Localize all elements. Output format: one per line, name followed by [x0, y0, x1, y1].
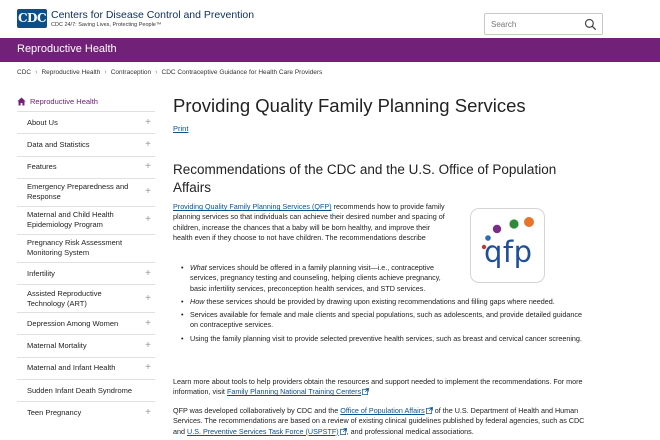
section-title-link[interactable]: Reproductive Health — [17, 43, 117, 55]
list-item — [181, 263, 443, 294]
sidebar-item-mch-epidemiology[interactable] — [17, 206, 155, 234]
chevron-right-icon: › — [35, 69, 38, 76]
development-text-b: of the U.S. Department of Health and Human Services. The recommendations are based on a review of existing clinical guidelines published by federal agencies, such as CDC and — [173, 406, 585, 436]
sidebar-item-label: Features — [27, 162, 57, 172]
sidebar-item-label: Sudden Infant Death Syndrome — [27, 385, 133, 395]
org-name[interactable]: Centers for Disease Control and Prevention — [51, 9, 255, 21]
expand-plus-icon[interactable]: + — [145, 186, 151, 198]
qfp-link[interactable]: Providing Quality Family Planning Services (QFP) — [173, 202, 332, 211]
main-content — [173, 95, 593, 436]
chevron-right-icon: › — [104, 69, 107, 76]
expand-plus-icon[interactable]: + — [145, 138, 151, 150]
sidebar-item-label: Infertility — [27, 268, 55, 278]
sidebar-item-label: Assisted Reproductive Technology (ART) — [27, 288, 102, 308]
list-item — [181, 334, 591, 344]
sidebar-item-label: Data and Statistics — [27, 139, 90, 149]
development-paragraph — [173, 406, 593, 437]
site-header — [0, 0, 660, 38]
external-link-icon — [426, 407, 433, 414]
list-item-emphasis: What — [190, 263, 207, 272]
training-paragraph — [173, 377, 593, 398]
external-link-icon — [340, 428, 347, 435]
sidebar-home[interactable] — [17, 91, 155, 111]
expand-plus-icon[interactable]: + — [145, 317, 151, 329]
expand-plus-icon[interactable]: + — [145, 407, 151, 419]
breadcrumb-item[interactable]: Reproductive Health — [41, 69, 101, 76]
expand-plus-icon[interactable]: + — [145, 214, 151, 226]
uspstf-link[interactable]: U.S. Preventive Services Task Force (USPSTF) — [187, 426, 339, 436]
training-centers-link[interactable]: Family Planning National Training Centers — [226, 387, 362, 397]
expand-plus-icon[interactable]: + — [145, 267, 151, 279]
sidebar-item-data-statistics[interactable] — [17, 133, 155, 155]
list-item-text: services should be offered in a family planning visit—i.e., contraceptive services, pregnancy testing and counseling, helping clients achieve pregnancy, basic infertility services, preconception health services, and STD services. — [190, 263, 441, 293]
sidebar-item-label: Maternal and Child Health Epidemiology Program — [27, 210, 114, 230]
sidebar-item-emergency-preparedness[interactable] — [17, 178, 155, 206]
sidebar-item-label: Maternal and Infant Health — [27, 363, 116, 373]
section-band — [0, 38, 660, 62]
development-text-a: QFP was developed collaboratively by CDC and the — [173, 406, 341, 415]
sidebar-item-label: Pregnancy Risk Assessment Monitoring System — [27, 238, 123, 258]
expand-plus-icon[interactable]: + — [145, 161, 151, 173]
qfp-logo-text: qfp — [484, 235, 533, 269]
list-item-text: these services should be provided by drawing upon existing recommendations and filling gaps where needed. — [204, 296, 555, 306]
chevron-right-icon: › — [155, 69, 158, 76]
external-link-icon — [362, 388, 369, 395]
breadcrumb-item[interactable]: Contraception — [110, 69, 152, 76]
intro-text: recommends how to provide family planning services so that individuals can achieve their desired number and spacing of children, increase the chances that a baby will be born healthy, and improve their health even if they choose to not have children. The recommendations describe — [173, 202, 445, 242]
sidebar-item-art[interactable] — [17, 284, 155, 312]
recommendation-list — [181, 263, 591, 347]
sidebar-item-label: Emergency Preparedness and Response — [27, 182, 129, 202]
expand-plus-icon[interactable]: + — [145, 362, 151, 374]
sidebar-item-label: About Us — [27, 117, 58, 127]
sidebar-item-sids[interactable] — [17, 379, 155, 401]
list-item-text: Services available for female and male clients and special populations, such as adolescents, and provide detailed guidance on contraceptive services. — [190, 310, 582, 330]
breadcrumb-item[interactable]: CDC — [17, 69, 32, 76]
cdc-logo[interactable]: CDC — [17, 9, 47, 28]
print-link[interactable]: Print — [173, 124, 189, 133]
search-icon[interactable] — [584, 18, 597, 31]
sidebar-home-label: Reproductive Health — [30, 96, 98, 106]
opa-link[interactable]: Office of Population Affairs — [340, 406, 425, 415]
expand-plus-icon[interactable]: + — [145, 116, 151, 128]
search-box — [484, 13, 603, 35]
section-heading: Recommendations of the CDC and the U.S. Office of Population Affairs — [173, 162, 557, 195]
sidebar-item-maternal-mortality[interactable] — [17, 334, 155, 356]
search-input[interactable] — [491, 17, 581, 32]
development-text-c: , and professional medical associations. — [346, 426, 474, 436]
list-item-emphasis: How — [190, 296, 205, 306]
sidebar-nav — [17, 91, 155, 424]
sidebar-item-about-us[interactable] — [17, 111, 155, 133]
training-text: Learn more about tools to help providers obtain the resources and support needed to implement the recommendations. For more information, visit — [173, 377, 583, 397]
home-icon — [17, 97, 26, 106]
sidebar-item-prams[interactable] — [17, 234, 155, 262]
sidebar-item-maternal-infant-health[interactable] — [17, 357, 155, 379]
org-tagline: CDC 24/7: Saving Lives, Protecting People™ — [51, 22, 162, 28]
intro-paragraph — [173, 202, 448, 243]
sidebar-item-label: Maternal Mortality — [27, 341, 87, 351]
breadcrumb-item[interactable]: CDC Contraceptive Guidance for Health Care Providers — [161, 69, 323, 76]
page-title: Providing Quality Family Planning Services — [173, 95, 526, 116]
sidebar-item-teen-pregnancy[interactable] — [17, 401, 155, 423]
sidebar-item-label: Depression Among Women — [27, 318, 119, 328]
sidebar-item-features[interactable] — [17, 156, 155, 178]
list-item — [181, 297, 591, 307]
sidebar-item-depression[interactable] — [17, 312, 155, 334]
list-item — [181, 310, 591, 331]
sidebar-item-infertility[interactable] — [17, 262, 155, 284]
expand-plus-icon[interactable]: + — [145, 292, 151, 304]
list-item-text: Using the family planning visit to provide selected preventive health services, such as breast and cervical cancer screening. — [190, 333, 582, 343]
expand-plus-icon[interactable]: + — [145, 340, 151, 352]
sidebar-item-label: Teen Pregnancy — [27, 408, 82, 418]
breadcrumb — [17, 69, 322, 76]
